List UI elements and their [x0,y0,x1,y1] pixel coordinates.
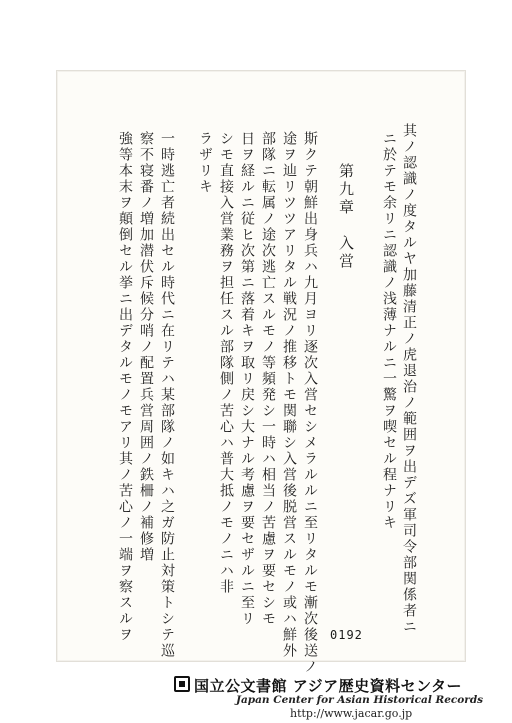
chapter-heading: 第九章 入営 [337,163,355,271]
text-line: 一時逃亡者続出セル時代ニ在リテハ某部隊ノ如キハ之ガ防止対策トシテ巡 [159,131,175,659]
page-number: 0192 [330,628,363,642]
text-line: 日ヲ経ルニ従ヒ次第ニ落着キヲ取リ戻シ大ナル考慮ヲ要セザルニ至リ [239,131,255,627]
archive-title: 国立公文書館 アジア歴史資料センター [194,677,463,695]
text-line: 其ノ認識ノ度タルヤ加藤清正ノ虎退治ノ範囲ヲ出デズ軍司令部関係者ニ [401,123,417,635]
document-page [56,70,466,675]
text-line: 途ヲ辿リツツアリタル戦況ノ推移トモ関聯シ入営後脱営スルモノ或ハ鮮外 [281,131,297,659]
archive-logo-icon [174,676,190,692]
archive-url[interactable]: http://www.jacar.go.jp [290,707,413,720]
text-line: シモ直接入営業務ヲ担任スル部隊側ノ苦心ハ普大抵ノモノニハ非 [218,131,234,595]
text-line: ニ於テモ余リニ認識ノ浅薄ナルニ一驚ヲ喫セル程ナリキ [381,131,397,531]
archive-subtitle: Japan Center for Asian Historical Records [236,694,484,706]
text-line: 部隊ニ転属ノ途次逃亡スルモノ等頻発シ一時ハ相当ノ苦慮ヲ要セシモ [260,131,276,627]
text-line: 強等本末ヲ顛倒セル挙ニ出デタルモノモアリ其ノ苦心ノ一端ヲ察スルヲ [117,131,133,643]
text-line: 察不寝番ノ増加潜伏斥候分哨ノ配置兵営周囲ノ鉄柵ノ補修増 [138,131,154,563]
text-line: ラザリキ [197,131,213,195]
text-line: 斯クテ朝鮮出身兵ハ九月ヨリ逐次入営セシメラルルニ至リタルモ漸次後送ノ [302,131,318,675]
